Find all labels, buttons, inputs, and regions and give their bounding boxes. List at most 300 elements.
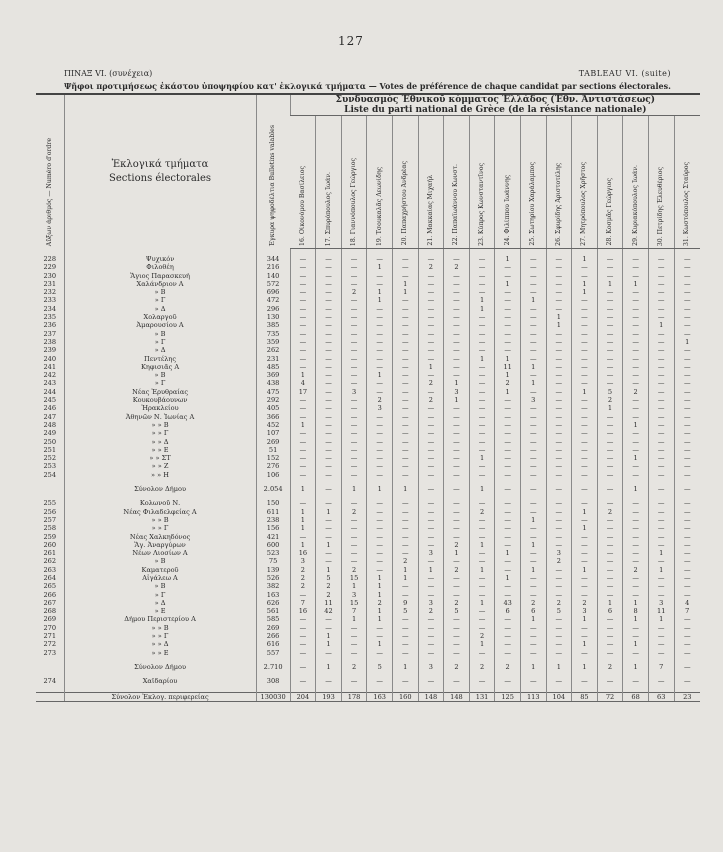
vote-count: —	[597, 640, 623, 648]
vote-count: 178	[341, 692, 367, 701]
vote-count: —	[546, 574, 572, 582]
section-name: Κολωνοῦ Ν.	[64, 499, 256, 507]
vote-count: —	[469, 371, 495, 379]
vote-count: —	[623, 296, 649, 304]
vote-count: —	[341, 396, 367, 404]
vote-count: —	[316, 321, 342, 329]
vote-count: —	[623, 313, 649, 321]
vote-count: —	[367, 499, 393, 507]
vote-count: 1	[367, 288, 393, 296]
vote-count: —	[572, 438, 598, 446]
vote-count: —	[392, 446, 418, 454]
vote-count: —	[648, 485, 674, 493]
vote-count: —	[520, 404, 546, 412]
vote-count: —	[341, 330, 367, 338]
vote-count: —	[572, 677, 598, 685]
vote-count: —	[546, 429, 572, 437]
vote-count: 5	[597, 388, 623, 396]
table-row	[36, 508, 700, 516]
vote-count: —	[648, 404, 674, 412]
vote-count: —	[418, 632, 444, 640]
vote-count: —	[418, 255, 444, 263]
vote-count: —	[520, 454, 546, 462]
vote-count: —	[341, 272, 367, 280]
vote-count: —	[674, 313, 700, 321]
vote-count: —	[495, 263, 521, 271]
vote-count: —	[290, 446, 316, 454]
vote-count: —	[367, 438, 393, 446]
vote-count: 148	[418, 692, 444, 701]
vote-count: —	[674, 516, 700, 524]
vote-count: —	[648, 255, 674, 263]
vote-count: —	[546, 272, 572, 280]
candidate-header: 29. Κυριακόπουλος Ἰωάν.	[623, 116, 649, 249]
vote-count: 1	[623, 615, 649, 623]
vote-count: —	[546, 388, 572, 396]
vote-count: —	[597, 462, 623, 470]
vote-count: —	[572, 371, 598, 379]
section-name: » » Γ	[64, 524, 256, 532]
vote-count: —	[392, 582, 418, 590]
vote-count: —	[623, 574, 649, 582]
vote-count: —	[341, 413, 367, 421]
vote-count: 1	[495, 280, 521, 288]
vote-count: —	[546, 330, 572, 338]
section-name: Νέας Ἐρυθραίας	[64, 388, 256, 396]
vote-count: —	[546, 649, 572, 657]
vote-count: —	[648, 582, 674, 590]
vote-count: —	[469, 272, 495, 280]
vote-count: —	[597, 288, 623, 296]
vote-count: —	[367, 533, 393, 541]
vote-count: —	[648, 346, 674, 354]
vote-count: —	[597, 338, 623, 346]
vote-count: —	[648, 413, 674, 421]
vote-count: 1	[316, 541, 342, 549]
vote-count: —	[546, 533, 572, 541]
vote-count: 1	[495, 255, 521, 263]
valid-ballots: 269	[256, 624, 290, 632]
valid-ballots: 150	[256, 499, 290, 507]
vote-count: —	[469, 338, 495, 346]
row-number: 266	[43, 590, 57, 599]
vote-count: —	[418, 346, 444, 354]
table-row	[36, 330, 700, 338]
vote-count: —	[392, 471, 418, 479]
vote-count: —	[572, 549, 598, 557]
vote-count: —	[572, 632, 598, 640]
vote-count: —	[392, 338, 418, 346]
vote-count: —	[572, 404, 598, 412]
vote-count: —	[367, 549, 393, 557]
vote-count: —	[597, 499, 623, 507]
vote-count: —	[316, 524, 342, 532]
vote-count: —	[367, 255, 393, 263]
vote-count: —	[444, 524, 470, 532]
vote-count: 1	[367, 485, 393, 493]
vote-count: —	[674, 574, 700, 582]
vote-count: —	[623, 255, 649, 263]
vote-count: —	[648, 624, 674, 632]
vote-count: —	[341, 549, 367, 557]
vote-count: 2	[444, 263, 470, 271]
vote-count: —	[546, 524, 572, 532]
vote-count: —	[316, 263, 342, 271]
vote-count: —	[469, 615, 495, 623]
vote-count: 1	[392, 663, 418, 671]
vote-count: —	[444, 677, 470, 685]
vote-count: —	[316, 363, 342, 371]
candidate-header: 16. Οἰκονόμου Βασίλειος	[290, 116, 316, 249]
candidate-header: 24. Φιλίππου Ἰωάννης	[495, 116, 521, 249]
vote-count: 104	[546, 692, 572, 701]
vote-count: —	[341, 305, 367, 313]
vote-count: —	[546, 255, 572, 263]
vote-count: —	[469, 624, 495, 632]
vote-count: 1	[392, 574, 418, 582]
valid-ballots: 238	[256, 516, 290, 524]
vote-count: —	[572, 305, 598, 313]
vote-count: —	[392, 533, 418, 541]
valid-ballots: 557	[256, 649, 290, 657]
vote-count: —	[392, 508, 418, 516]
vote-count: —	[367, 280, 393, 288]
valid-ballots: 296	[256, 305, 290, 313]
vote-count: —	[418, 533, 444, 541]
vote-count: —	[316, 388, 342, 396]
vote-count: —	[444, 313, 470, 321]
vote-count: —	[341, 516, 367, 524]
vote-count: 1	[316, 663, 342, 671]
vote-count: —	[546, 446, 572, 454]
vote-count: —	[597, 313, 623, 321]
valid-ballots: 485	[256, 363, 290, 371]
vote-count: —	[623, 471, 649, 479]
vote-count: —	[316, 404, 342, 412]
vote-count: —	[367, 541, 393, 549]
section-name: » Β	[64, 582, 256, 590]
vote-count: —	[316, 421, 342, 429]
vote-count: 1	[367, 371, 393, 379]
vote-count: —	[444, 640, 470, 648]
vote-count: —	[597, 574, 623, 582]
section-name: » » Δ	[64, 640, 256, 648]
vote-count: —	[290, 429, 316, 437]
vote-count: —	[290, 296, 316, 304]
table-row	[36, 640, 700, 648]
vote-count: —	[572, 499, 598, 507]
vote-count: —	[674, 508, 700, 516]
vote-count: —	[597, 305, 623, 313]
vote-count: 6	[597, 607, 623, 615]
vote-count: —	[444, 255, 470, 263]
row-number: 268	[43, 607, 57, 616]
table-row	[36, 346, 700, 354]
vote-count: —	[469, 446, 495, 454]
vote-count: —	[674, 541, 700, 549]
vote-count: —	[316, 471, 342, 479]
vote-count: 1	[572, 566, 598, 574]
vote-count: —	[392, 438, 418, 446]
vote-count: —	[444, 557, 470, 565]
vote-count: —	[444, 533, 470, 541]
vote-count: —	[648, 396, 674, 404]
vote-count: 68	[623, 692, 649, 701]
vote-count: —	[546, 379, 572, 387]
vote-count: —	[367, 355, 393, 363]
vote-count: 1	[367, 296, 393, 304]
vote-count: —	[495, 582, 521, 590]
vote-count: —	[469, 263, 495, 271]
vote-count: —	[495, 272, 521, 280]
vote-count: 2	[290, 574, 316, 582]
vote-count: —	[418, 280, 444, 288]
vote-count: —	[648, 305, 674, 313]
vote-count: —	[316, 396, 342, 404]
vote-count: 1	[418, 363, 444, 371]
table-row	[36, 541, 700, 549]
vote-count: —	[367, 379, 393, 387]
vote-count: —	[392, 615, 418, 623]
vote-count: —	[418, 541, 444, 549]
vote-count: —	[290, 321, 316, 329]
vote-count: —	[674, 624, 700, 632]
table-row	[36, 574, 700, 582]
section-name: » Ε	[64, 607, 256, 615]
vote-count: —	[674, 677, 700, 685]
col-number-header: Αὔξων ἀριθμός — Numéro d'ordre	[36, 94, 64, 249]
vote-count: —	[341, 640, 367, 648]
preference-votes-table	[36, 93, 700, 702]
vote-count: —	[341, 471, 367, 479]
vote-count: 2	[495, 663, 521, 671]
candidate-header: 17. Σπυρόπουλος Ἰωάν.	[316, 116, 342, 249]
vote-count: —	[648, 574, 674, 582]
valid-ballots: 107	[256, 429, 290, 437]
section-name: Νέας Χαλκηδόνος	[64, 533, 256, 541]
vote-count: —	[418, 591, 444, 599]
vote-count: —	[674, 429, 700, 437]
section-name: Ἀμαρουσίου Α	[64, 321, 256, 329]
vote-count: 2	[597, 508, 623, 516]
vote-count: —	[623, 591, 649, 599]
vote-count: —	[444, 280, 470, 288]
table-row	[36, 549, 700, 557]
vote-count: 1	[367, 615, 393, 623]
vote-count: —	[495, 541, 521, 549]
vote-count: —	[674, 305, 700, 313]
vote-count: —	[597, 582, 623, 590]
vote-count: —	[623, 524, 649, 532]
row-number: 264	[43, 573, 57, 582]
vote-count: —	[367, 471, 393, 479]
vote-count: —	[469, 363, 495, 371]
vote-count: —	[367, 454, 393, 462]
vote-count: —	[392, 305, 418, 313]
vote-count: —	[520, 462, 546, 470]
vote-count: —	[392, 404, 418, 412]
section-name: Κουκουβάουνων	[64, 396, 256, 404]
col-ballots-header: Ἐγκυρα ψηφοδέλτια Bulletins valables	[256, 94, 290, 249]
vote-count: —	[290, 649, 316, 657]
vote-count: 2	[444, 663, 470, 671]
valid-ballots: 572	[256, 280, 290, 288]
vote-count: —	[495, 462, 521, 470]
table-row	[36, 516, 700, 524]
section-name: Δήμου Περιστερίου Α	[64, 615, 256, 623]
vote-count: —	[648, 371, 674, 379]
vote-count: —	[495, 624, 521, 632]
vote-count: —	[597, 438, 623, 446]
vote-count: 1	[392, 280, 418, 288]
vote-count: —	[418, 313, 444, 321]
row-number	[36, 485, 64, 493]
section-name: » Δ	[64, 599, 256, 607]
vote-count: —	[392, 421, 418, 429]
vote-count: —	[367, 508, 393, 516]
vote-count: —	[674, 485, 700, 493]
table-row	[36, 363, 700, 371]
vote-count: —	[316, 288, 342, 296]
vote-count: —	[520, 255, 546, 263]
vote-count: —	[290, 677, 316, 685]
valid-ballots: 438	[256, 379, 290, 387]
vote-count: —	[290, 499, 316, 507]
vote-count: 1	[316, 566, 342, 574]
vote-count: 1	[418, 566, 444, 574]
vote-count: —	[597, 321, 623, 329]
vote-count: —	[418, 524, 444, 532]
vote-count: 1	[623, 280, 649, 288]
vote-count: —	[495, 557, 521, 565]
row-number: 243	[43, 379, 57, 388]
vote-count: —	[648, 541, 674, 549]
vote-count: —	[520, 355, 546, 363]
valid-ballots: 292	[256, 396, 290, 404]
valid-ballots: 106	[256, 471, 290, 479]
vote-count: —	[520, 508, 546, 516]
vote-count: —	[520, 429, 546, 437]
vote-count: —	[495, 305, 521, 313]
section-name: » » Δ	[64, 438, 256, 446]
vote-count: —	[367, 313, 393, 321]
row-number: 263	[43, 565, 57, 574]
valid-ballots: 140	[256, 272, 290, 280]
row-number: 244	[43, 387, 57, 396]
valid-ballots: 452	[256, 421, 290, 429]
vote-count: 163	[367, 692, 393, 701]
vote-count: —	[418, 321, 444, 329]
valid-ballots: 561	[256, 607, 290, 615]
vote-count: 1	[316, 508, 342, 516]
vote-count: —	[572, 355, 598, 363]
vote-count: 1	[572, 508, 598, 516]
vote-count: 131	[469, 692, 495, 701]
vote-count: 1	[520, 363, 546, 371]
candidate-header: 23. Κύπρος Κωνσταντῖνος	[469, 116, 495, 249]
valid-ballots: 269	[256, 438, 290, 446]
vote-count: —	[623, 462, 649, 470]
vote-count: —	[316, 454, 342, 462]
vote-count: 1	[623, 640, 649, 648]
vote-count: —	[418, 615, 444, 623]
vote-count: 3	[520, 396, 546, 404]
vote-count: 2	[367, 599, 393, 607]
vote-count: 3	[290, 557, 316, 565]
vote-count: —	[418, 499, 444, 507]
vote-count: —	[418, 462, 444, 470]
vote-count: 7	[674, 607, 700, 615]
vote-count: 1	[367, 574, 393, 582]
vote-count: —	[546, 632, 572, 640]
table-row	[36, 677, 700, 685]
vote-count: —	[597, 413, 623, 421]
vote-count: 1	[316, 632, 342, 640]
vote-count: 72	[597, 692, 623, 701]
vote-count: —	[572, 321, 598, 329]
valid-ballots: 51	[256, 446, 290, 454]
vote-count: —	[444, 591, 470, 599]
vote-count: —	[469, 330, 495, 338]
vote-count: —	[469, 471, 495, 479]
row-number: 251	[43, 445, 57, 454]
vote-count: —	[469, 404, 495, 412]
vote-count: —	[418, 582, 444, 590]
vote-count: —	[495, 338, 521, 346]
vote-count: —	[444, 582, 470, 590]
vote-count: —	[367, 338, 393, 346]
vote-count: —	[495, 313, 521, 321]
vote-count: —	[495, 330, 521, 338]
section-name: Χαλάνδριον Α	[64, 280, 256, 288]
vote-count: 2	[597, 396, 623, 404]
valid-ballots: 523	[256, 549, 290, 557]
vote-count: —	[495, 396, 521, 404]
vote-count: —	[290, 615, 316, 623]
table-row	[36, 288, 700, 296]
vote-count: —	[444, 296, 470, 304]
table-row	[36, 454, 700, 462]
table-row	[36, 591, 700, 599]
vote-count: —	[316, 379, 342, 387]
vote-count: —	[546, 338, 572, 346]
vote-count: 160	[392, 692, 418, 701]
vote-count: 2	[341, 288, 367, 296]
vote-count: —	[316, 355, 342, 363]
vote-count: —	[597, 485, 623, 493]
vote-count: —	[341, 371, 367, 379]
valid-ballots: 130030	[256, 692, 290, 701]
vote-count: —	[495, 438, 521, 446]
vote-count: —	[623, 632, 649, 640]
vote-count: —	[392, 396, 418, 404]
vote-count: —	[674, 404, 700, 412]
vote-count: —	[648, 516, 674, 524]
valid-ballots: 600	[256, 541, 290, 549]
vote-count: —	[546, 499, 572, 507]
vote-count: 1	[444, 379, 470, 387]
vote-count: —	[418, 404, 444, 412]
vote-count: —	[623, 516, 649, 524]
vote-count: 3	[341, 591, 367, 599]
vote-count: —	[367, 649, 393, 657]
vote-count: 1	[520, 296, 546, 304]
valid-ballots: 163	[256, 591, 290, 599]
vote-count: —	[367, 557, 393, 565]
vote-count: —	[674, 446, 700, 454]
vote-count: 17	[290, 388, 316, 396]
vote-count: —	[623, 438, 649, 446]
